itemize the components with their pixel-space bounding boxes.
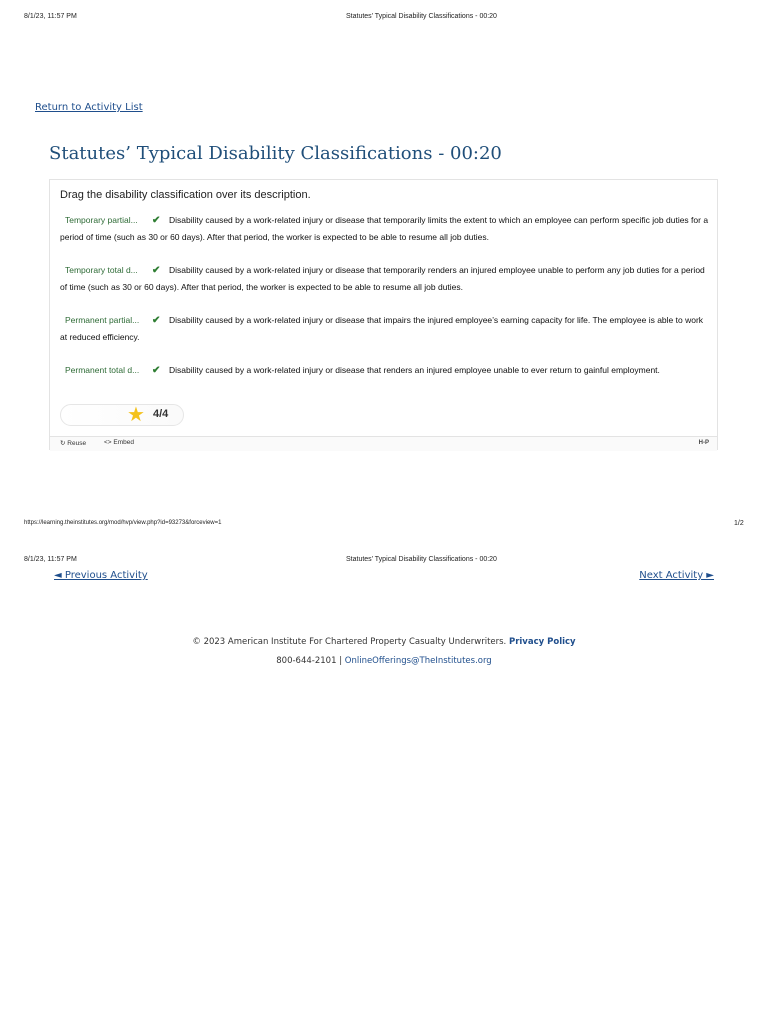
embed-button[interactable] <box>104 439 134 446</box>
draggable-chip[interactable]: Temporary partial... <box>65 215 138 225</box>
privacy-policy-link[interactable]: Privacy Policy <box>508 637 576 647</box>
item-description: Disability caused by a work-related injury or disease that renders an injured employee unable to ever return to gainful employment. <box>169 365 660 375</box>
score-text: 4/4 <box>153 408 169 420</box>
drop-item-3 <box>60 312 710 346</box>
star-icon: ★ <box>127 404 145 426</box>
email-link[interactable]: OnlineOfferings@TheInstitutes.org <box>344 656 492 666</box>
item-description: Disability caused by a work-related injury or disease that temporarily limits the extent to which an employee can perform specific job duties for a period of time (such as 30 or 60 days). After that period, the worker is expected to be able to resume all job duties. <box>60 215 709 242</box>
check-icon: ✔ <box>152 315 161 326</box>
activity-title: Statutes’ Typical Disability Classifications - 00:20 <box>49 143 502 164</box>
print-doc-title: Statutes’ Typical Disability Classifications - 00:20 <box>346 13 497 20</box>
draggable-chip[interactable]: Permanent total d... <box>65 365 140 375</box>
embed-icon: <> <box>104 439 112 446</box>
separator: | <box>339 656 343 666</box>
item-description: Disability caused by a work-related injury or disease that temporarily renders an injured employee unable to perform any job duties for a period of time (such as 30 or 60 days). After that period, the worker is expected to be able to resume all job duties. <box>60 265 705 292</box>
return-to-activity-list-link[interactable]: Return to Activity List <box>35 102 143 113</box>
phone-number: 800-644-2101 <box>276 656 337 666</box>
print-doc-title-2: Statutes’ Typical Disability Classifications - 00:20 <box>346 556 497 563</box>
copyright-text: © 2023 American Institute For Chartered Property Casualty Underwriters. <box>192 637 507 647</box>
check-icon: ✔ <box>152 215 161 226</box>
contact-line <box>0 656 768 666</box>
check-icon: ✔ <box>152 365 161 376</box>
reuse-icon: ↻ <box>60 440 66 447</box>
reuse-label: Reuse <box>67 440 87 447</box>
previous-activity-link[interactable]: ◄ Previous Activity <box>54 570 148 581</box>
print-url: https://learning.theinstitutes.org/mod/hvp/view.php?id=93273&forceview=1 <box>24 520 222 526</box>
instruction-text: Drag the disability classification over its description. <box>60 189 311 201</box>
h5p-logo: H-P <box>698 440 709 446</box>
next-activity-link[interactable]: Next Activity ► <box>639 570 714 581</box>
print-page-number: 1/2 <box>734 520 744 527</box>
print-datetime: 8/1/23, 11:57 PM <box>24 13 77 20</box>
print-datetime-2: 8/1/23, 11:57 PM <box>24 556 77 563</box>
panel-footer <box>50 436 717 451</box>
drop-item-2 <box>60 262 710 296</box>
copyright-line <box>0 637 768 647</box>
item-description: Disability caused by a work-related injury or disease that impairs the injured employee’s earning capacity for life. The employee is able to work at reduced efficiency. <box>60 315 704 342</box>
drop-item-4 <box>60 362 710 379</box>
drop-item-1 <box>60 212 710 246</box>
reuse-button[interactable] <box>60 439 86 447</box>
embed-label: Embed <box>113 439 135 446</box>
check-icon: ✔ <box>152 265 161 276</box>
score-bar <box>60 404 184 426</box>
drag-text-activity-panel <box>49 179 718 450</box>
draggable-chip[interactable]: Permanent partial... <box>65 315 140 325</box>
draggable-chip[interactable]: Temporary total d... <box>65 265 138 275</box>
